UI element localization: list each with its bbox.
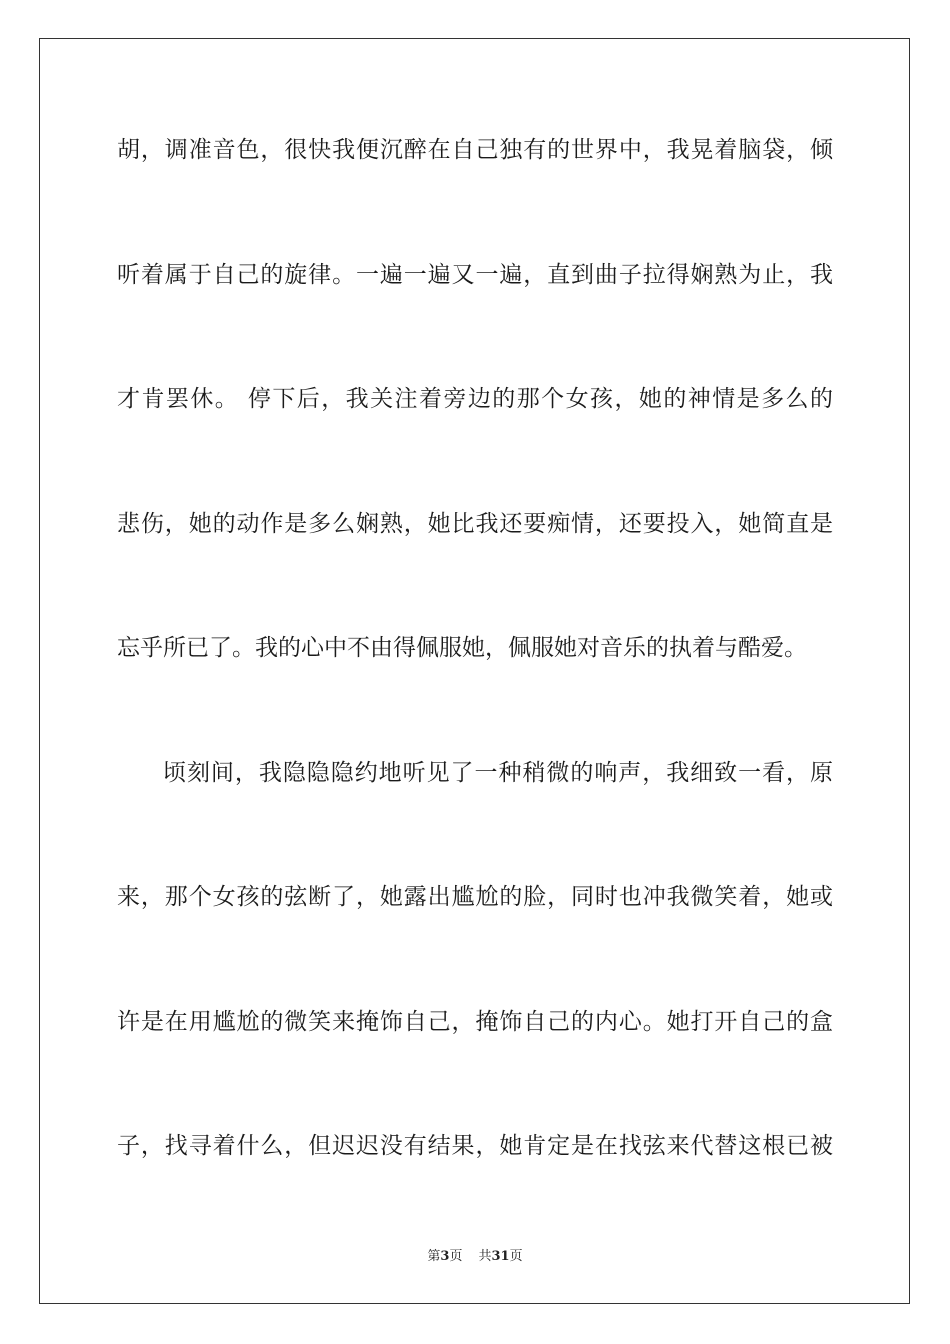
body-line-5: 忘乎所已了。我的心中不由得佩服她，佩服她对音乐的执着与酷爱。 [117, 635, 807, 661]
body-line-4: 悲伤，她的动作是多么娴熟，她比我还要痴情，还要投入，她简直是 [117, 511, 833, 537]
total-pages: 31 [491, 1249, 510, 1264]
body-line-1: 胡，调准音色，很快我便沉醉在自己独有的世界中，我晃着脑袋，倾 [117, 137, 833, 163]
page-number: 3 [440, 1249, 450, 1264]
body-line-8: 许是在用尴尬的微笑来掩饰自己，掩饰自己的内心。她打开自己的盒 [117, 1009, 833, 1035]
page-prefix: 第 [427, 1249, 441, 1264]
body-line-9: 子，找寻着什么，但迟迟没有结果，她肯定是在找弦来代替这根已被 [117, 1133, 833, 1159]
total-prefix: 共 [478, 1249, 492, 1264]
page-suffix: 页 [449, 1249, 463, 1264]
page-border [39, 38, 910, 1304]
page-footer [0, 1248, 950, 1266]
total-suffix: 页 [509, 1249, 523, 1264]
body-line-3: 才肯罢休。 停下后，我关注着旁边的那个女孩，她的神情是多么的 [117, 386, 833, 412]
body-line-2: 听着属于自己的旋律。一遍一遍又一遍，直到曲子拉得娴熟为止，我 [117, 262, 833, 288]
body-line-7: 来，那个女孩的弦断了，她露出尴尬的脸，同时也冲我微笑着，她或 [117, 884, 833, 910]
body-line-6: 顷刻间，我隐隐隐约地听见了一种稍微的响声，我细致一看，原 [163, 760, 833, 786]
